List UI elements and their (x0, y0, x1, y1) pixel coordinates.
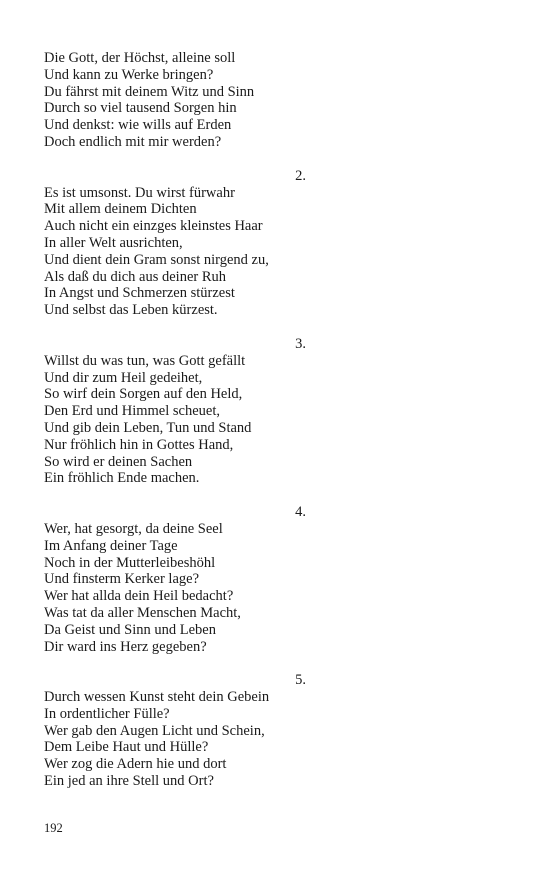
verse-line: Die Gott, der Höchst, alleine soll (44, 50, 236, 66)
verse-line: Und dir zum Heil gedeihet, (44, 369, 203, 386)
verse-line: Ein fröhlich Ende machen. (44, 470, 200, 487)
verse-line: Wer zog die Adern hie und dort (44, 756, 227, 773)
verse-line: Und finsterm Kerker lage? (44, 571, 200, 588)
page-number: 192 (44, 821, 63, 835)
verse-line: Wer, hat gesorgt, da deine Seel (44, 520, 223, 537)
verse-line: Nur fröhlich hin in Gottes Hand, (44, 436, 234, 453)
verse-line: Es ist umsonst. Du wirst fürwahr (44, 184, 235, 201)
verse-line: Im Anfang deiner Tage (44, 537, 178, 554)
verse-line: Mit allem deinem Dichten (44, 201, 197, 218)
stanza-number: 5. (295, 672, 306, 689)
verse-line: Dem Leibe Haut und Hülle? (44, 739, 209, 756)
verse-line: Und denkst: wie wills auf Erden (44, 117, 232, 134)
stanza-5 (44, 672, 514, 790)
verse-line: Da Geist und Sinn und Leben (44, 621, 216, 638)
verse-line: Den Erd und Himmel scheuet, (44, 403, 220, 420)
verse-line: Was tat da aller Menschen Macht, (44, 604, 241, 621)
verse-line: Doch endlich mit mir werden? (44, 133, 222, 150)
verse-line: In Angst und Schmerzen stürzest (44, 285, 235, 302)
verse-line: Du fährst mit deinem Witz und Sinn (44, 83, 255, 100)
verse-line: Und kann zu Werke bringen? (44, 66, 214, 83)
stanza-4 (44, 504, 514, 655)
verse-line: In ordentlicher Fülle? (44, 705, 170, 722)
verse-line: Noch in der Mutterleibeshöhl (44, 554, 216, 571)
stanza-2 (44, 168, 514, 319)
verse-line: Willst du was tun, was Gott gefällt (44, 352, 246, 369)
verse-line: So wird er deinen Sachen (44, 453, 193, 470)
verse-line: So wirf dein Sorgen auf den Held, (44, 386, 243, 403)
verse-line: Und selbst das Leben kürzest. (44, 302, 218, 319)
verse-line: Auch nicht ein einzges kleinstes Haar (44, 218, 263, 235)
stanza-1 (44, 50, 514, 151)
poem-text (44, 50, 514, 807)
verse-line: Wer gab den Augen Licht und Schein, (44, 722, 265, 739)
verse-line: Wer hat allda dein Heil bedacht? (44, 588, 234, 605)
verse-line: Durch wessen Kunst steht dein Gebein (44, 689, 270, 706)
stanza-number: 3. (295, 335, 306, 352)
verse-line: Dir ward ins Herz gegeben? (44, 638, 207, 655)
verse-line: Und gib dein Leben, Tun und Stand (44, 419, 252, 436)
verse-line: Durch so viel tausend Sorgen hin (44, 100, 237, 117)
verse-line: In aller Welt ausrichten, (44, 234, 183, 251)
stanza-number: 2. (295, 167, 306, 184)
verse-line: Und dient dein Gram sonst nirgend zu, (44, 251, 269, 268)
verse-line: Als daß du dich aus deiner Ruh (44, 268, 227, 285)
verse-line: Ein jed an ihre Stell und Ort? (44, 773, 214, 790)
stanza-3 (44, 336, 514, 487)
stanza-number: 4. (295, 504, 306, 521)
